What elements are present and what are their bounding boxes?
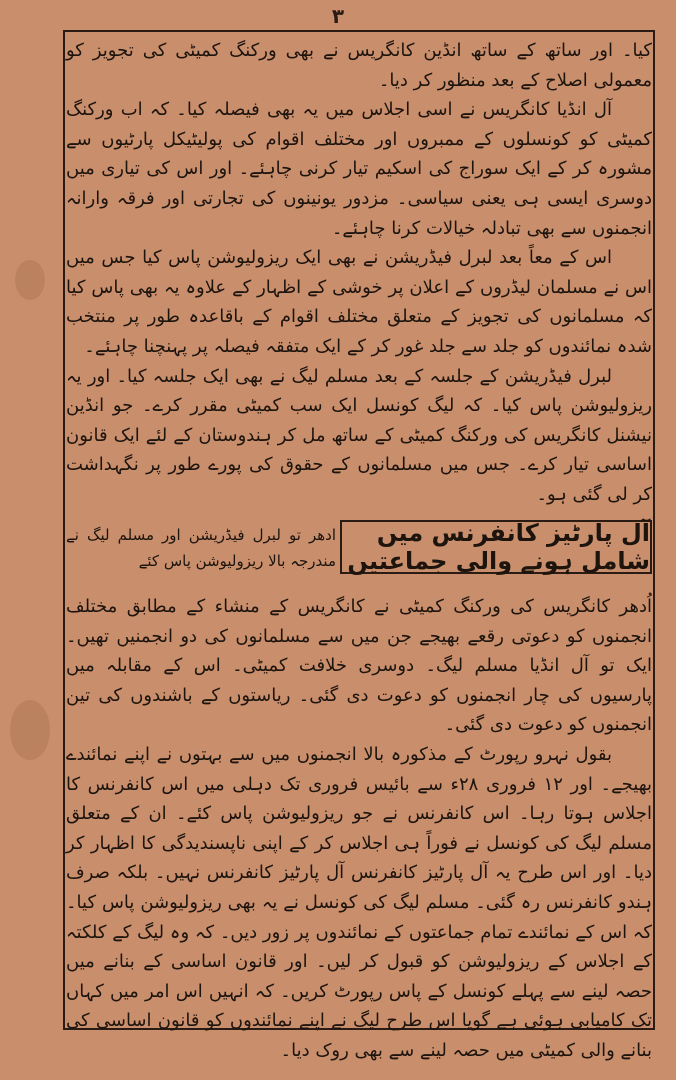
paragraph: اس کے معاً بعد لبرل فیڈریشن نے بھی ایک ریزولیوشن پاس کیا جس میں اس نے مسلمان لیڈروں کے اعلان پر خوشی کے اظہار کے علاوہ یہ بھی پاس کیا کہ مسلمانوں کی تجویز کے متعلق مختلف اقوام کے باقاعدہ طور پر منتخب شدہ نمائندوں کو جلد سے جلد غور کر کے ایک متفقہ فیصلہ پر پہنچنا چاہئے۔ (66, 247, 652, 357)
section-heading: آل پارٹیز کانفرنس میں شامل ہونے والی جماعتیں (347, 519, 650, 575)
paragraph: لبرل فیڈریشن کے جلسہ کے بعد مسلم لیگ نے بھی ایک جلسہ کیا۔ اور یہ ریزولیوشن پاس کیا۔ کہ لیگ کونسل ایک سب کمیٹی مقرر کرے۔ جو انڈین نیشنل کانگریس کی ورکنگ کمیٹی کے ساتھ مل کر ہندوستان کے لئے ایک قانون اساسی تیار کرے۔ جس میں مسلمانوں کے حقوق کی پورے طور پر نگہداشت کر لی گئی ہو۔ (66, 365, 652, 505)
section-heading-box (340, 520, 652, 574)
page-number: ۳ (331, 4, 345, 28)
section-side-text: ادھر تو لبرل فیڈریشن اور مسلم لیگ نے مندرجہ بالا ریزولیوشن پاس کئے (66, 526, 336, 570)
paragraph: آل انڈیا کانگریس نے اسی اجلاس میں یہ بھی فیصلہ کیا۔ کہ اب ورکنگ کمیٹی کو کونسلوں کے ممبروں اور مختلف اقوام کی پولیٹیکل پارٹیوں سے مشورہ کر کے ایک سوراج کی اسکیم تیار کرنی چاہئے۔ اور اس کی تیاری میں دوسری ایسی ہی یعنی سیاسی۔ مزدور یونینوں کی تجارتی اور فرقہ وارانہ انجمنوں سے بھی تبادلہ خیالات کرنا چاہئے۔ (66, 99, 652, 239)
paragraph: اُدھر کانگریس کی ورکنگ کمیٹی نے کانگریس کے منشاء کے مطابق مختلف انجمنوں کو دعوتی رقعے بھیجے جن میں سے مسلمانوں کی دو انجمنیں تھیں۔ ایک تو آل انڈیا مسلم لیگ۔ دوسری خلافت کمیٹی۔ اس کے مقابلہ میں پارسیوں کی چار انجمنوں کو دعوت دی گئی۔ ریاستوں کے باشندوں کی تین انجمنوں کو دعوت دی گئی۔ (66, 596, 652, 736)
upper-text-block (66, 36, 652, 510)
paragraph: کیا۔ اور ساتھ کے ساتھ انڈین کانگریس نے بھی ورکنگ کمیٹی کی تجویز کو معمولی اصلاح کے بعد منظور کر دیا۔ (66, 40, 652, 91)
paragraph: بقول نہرو رپورٹ کے مذکورہ بالا انجمنوں میں سے بہتوں نے اپنے نمائندے بھیجے۔ اور ۱۲ فروری ۲۸ء سے بائیس فروری تک دہلی میں اس کانفرنس کا اجلاس ہوتا رہا۔ اس کانفرنس نے جو ریزولیوشن پاس کئے۔ ان کے متعلق مسلم لیگ کی کونسل نے فوراً ہی اجلاس کر کے اپنی ناپسندیدگی کا اظہار کر دیا۔ اور اس طرح یہ آل پارٹیز کانفرنس آل پارٹیز کانفرنس نہیں۔ بلکہ صرف ہندو کانفرنس رہ گئی۔ مسلم لیگ کی کونسل نے یہ بھی ریزولیوشن پاس کیا۔ کہ اس کے نمائندے تمام جماعتوں کے نمائندوں پر زور دیں۔ کہ وہ لیگ کے کلکتہ کے اجلاس کے ریزولیوشن کو قبول کر لیں۔ اور قانون اساسی کے بنانے میں حصہ لینے سے پہلے کونسل کے پاس رپورٹ کریں۔ کہ انہیں اس امر میں کہاں تک کامیابی ہوئی ہے گویا اس طرح لیگ نے اپنے نمائندوں کو قانون اساسی کی بنانے والی کمیٹی میں حصہ لینے سے بھی روک دیا۔ (66, 743, 652, 1061)
section-heading-row (66, 510, 652, 584)
paper-stain (10, 700, 50, 760)
paper-stain (15, 260, 45, 300)
lower-text-block (66, 592, 652, 1066)
